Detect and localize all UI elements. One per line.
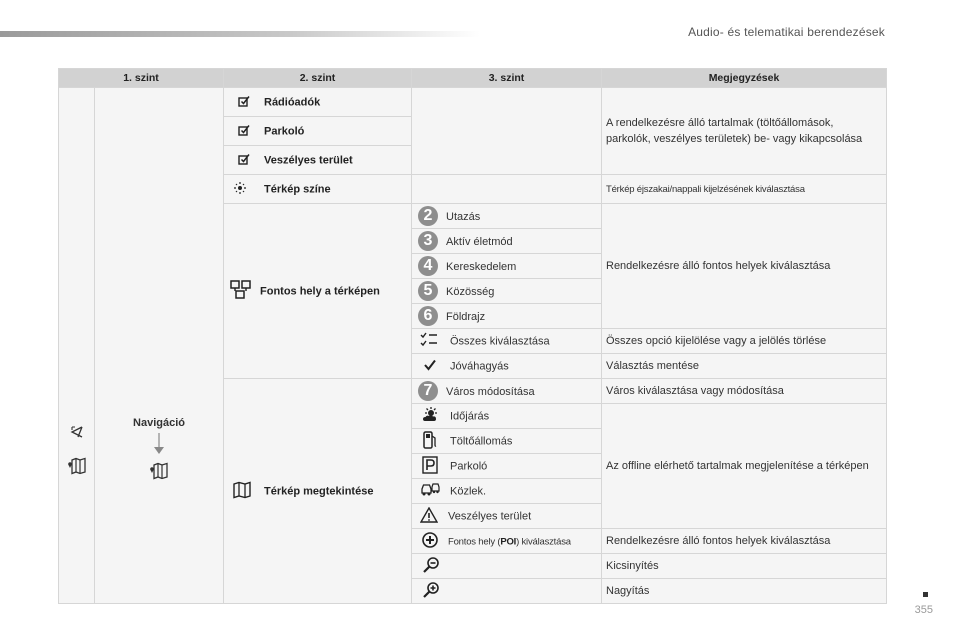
level2-navigation-cell (95, 88, 224, 604)
step-badge: 3 (418, 231, 438, 251)
poi-icon (230, 280, 252, 303)
level2-item-map-color[interactable]: Térkép színe (224, 175, 412, 204)
level2-item-poi[interactable]: Fontos hely a térképen (224, 204, 412, 379)
checkbox-icon (238, 95, 250, 110)
header-bar (0, 31, 480, 37)
parking-icon (422, 456, 438, 477)
menu-table (58, 68, 887, 604)
page-marker (923, 592, 928, 597)
level3-empty-cell (412, 175, 602, 204)
section-title: Audio- és telematikai berendezések (688, 25, 885, 39)
note-offline: Az offline elérhető tartalmak megjelenítése a térképen (602, 404, 887, 529)
level2-item-parking[interactable]: Parkoló (224, 117, 412, 146)
map-item-traffic[interactable]: Közlek. (412, 479, 602, 504)
check-icon (424, 359, 436, 374)
weather-icon (422, 407, 440, 426)
col-header-level3: 3. szint (412, 69, 602, 88)
zoom-out-icon (422, 557, 440, 576)
note-poi-select: Rendelkezésre álló fontos helyek kiválasztása (602, 529, 887, 554)
level2-item-radio[interactable]: Rádióadók (224, 88, 412, 117)
note-zoom-out: Kicsinyítés (602, 554, 887, 579)
checkbox-icon (238, 153, 250, 168)
col-header-level1: 1. szint (59, 69, 224, 88)
map-zoom-in[interactable] (412, 579, 602, 604)
map-poi-select[interactable]: Fontos hely (POI) kiválasztása (412, 529, 602, 554)
table-header (59, 69, 887, 88)
map-item-danger-zone[interactable]: Veszélyes terület (412, 504, 602, 529)
note-map-color: Térkép éjszakai/nappali kijelzésének kiválasztása (602, 175, 887, 204)
map-zoom-out[interactable] (412, 554, 602, 579)
zoom-in-icon (422, 582, 440, 601)
step-badge: 2 (418, 206, 438, 226)
fuel-pump-icon (422, 430, 438, 453)
plus-circle-icon (422, 532, 438, 551)
day-night-icon (234, 181, 256, 198)
poi-item-travel[interactable]: 2 Utazás (412, 204, 602, 229)
note-content-toggle: A rendelkezésre álló tartalmak (töltőállomások, parkolók, veszélyes területek) be- vagy kikapcsolása (602, 88, 887, 175)
map-icon (67, 457, 87, 478)
table-row (59, 88, 887, 117)
checkbox-icon (238, 124, 250, 139)
map-icon (149, 462, 169, 483)
map-item-fuel[interactable]: Töltőállomás (412, 429, 602, 454)
col-header-notes: Megjegyzések (602, 69, 887, 88)
arrow-down-icon (95, 433, 223, 458)
note-select-all: Összes opció kijelölése vagy a jelölés törlése (602, 329, 887, 354)
level2-item-map-view[interactable]: Térkép megtekintése (224, 379, 412, 604)
step-badge: 7 (418, 381, 438, 401)
level3-empty-cell (412, 88, 602, 175)
poi-confirm[interactable]: Jóváhagyás (412, 354, 602, 379)
note-change-city: Város kiválasztása vagy módosítása (602, 379, 887, 404)
map-change-city[interactable]: 7 Város módosítása (412, 379, 602, 404)
step-badge: 5 (418, 281, 438, 301)
map-item-weather[interactable]: Időjárás (412, 404, 602, 429)
select-all-icon (420, 332, 438, 351)
page-number: 355 (914, 604, 933, 616)
map-item-parking[interactable]: Parkoló (412, 454, 602, 479)
step-badge: 6 (418, 306, 438, 326)
navigation-label: Navigáció (133, 416, 185, 429)
note-zoom-in: Nagyítás (602, 579, 887, 604)
step-badge: 4 (418, 256, 438, 276)
note-confirm: Választás mentése (602, 354, 887, 379)
poi-item-commerce[interactable]: 4 Kereskedelem (412, 254, 602, 279)
navigation-arrow-icon (69, 424, 85, 443)
warning-icon (420, 507, 438, 526)
traffic-icon (420, 482, 440, 501)
poi-item-geography[interactable]: 6 Földrajz (412, 304, 602, 329)
map-view-icon (232, 481, 252, 502)
level1-cell (59, 88, 95, 604)
poi-select-all[interactable]: Összes kiválasztása (412, 329, 602, 354)
note-poi: Rendelkezésre álló fontos helyek kiválasztása (602, 204, 887, 329)
col-header-level2: 2. szint (224, 69, 412, 88)
level2-item-danger-zone[interactable]: Veszélyes terület (224, 146, 412, 175)
poi-item-active-life[interactable]: 3 Aktív életmód (412, 229, 602, 254)
poi-item-community[interactable]: 5 Közösség (412, 279, 602, 304)
